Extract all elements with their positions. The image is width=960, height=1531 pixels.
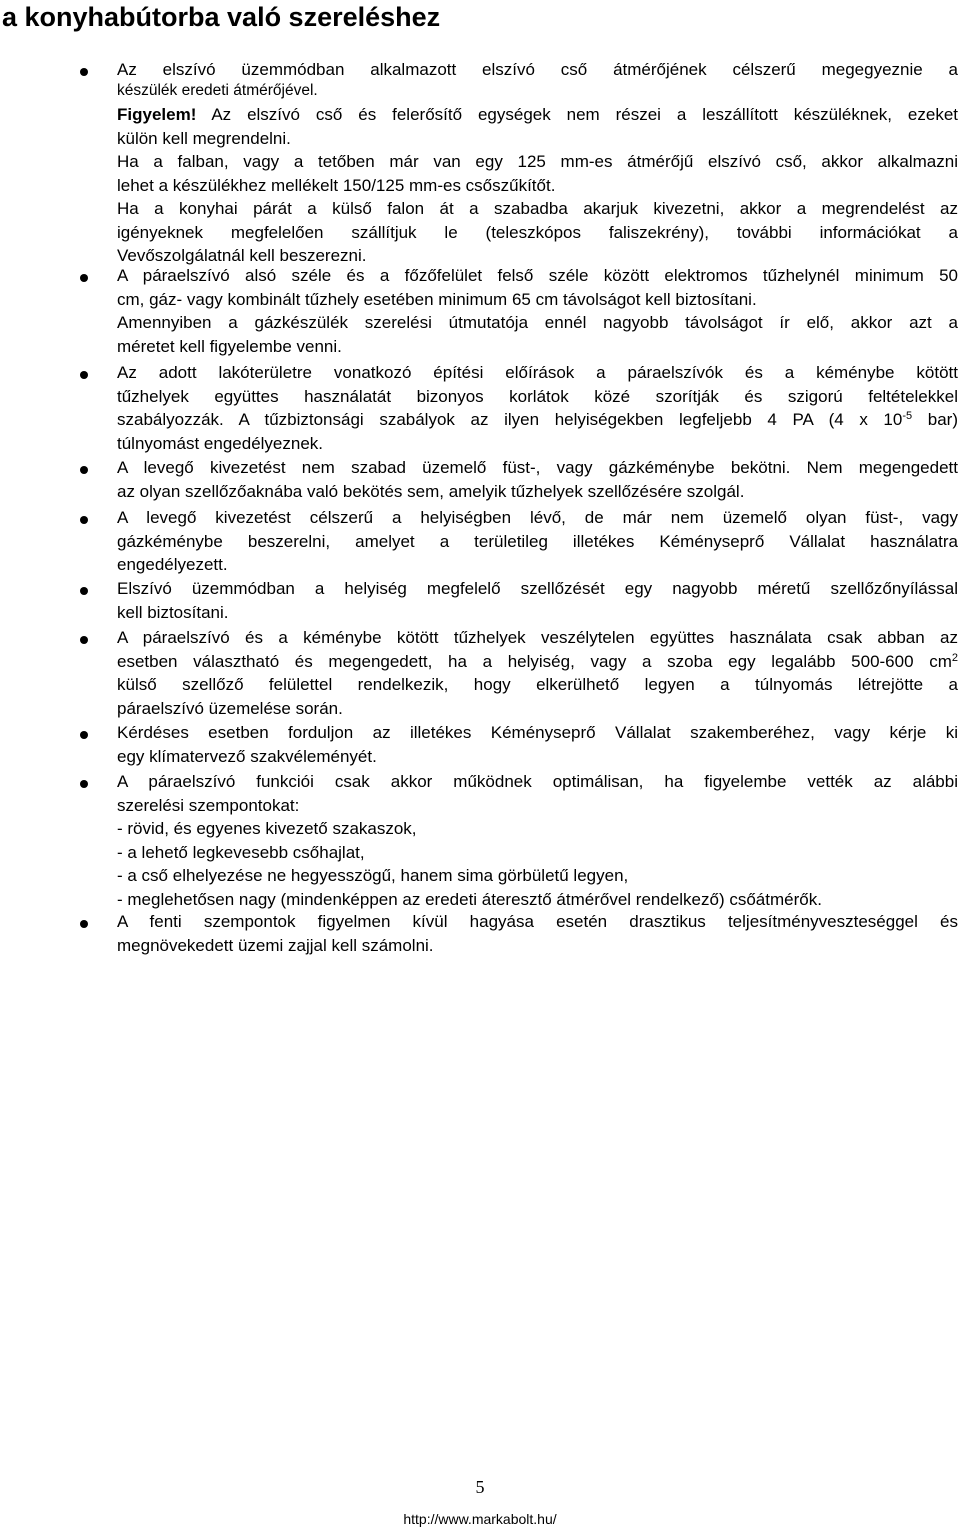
- text-line: páraelszívó üzemelése során.: [117, 698, 343, 718]
- page-number: 5: [475, 1477, 485, 1497]
- text-line: A páraelszívó és a kéménybe kötött tűzhelyek veszélytelen együttes használata csak abban az: [117, 628, 958, 647]
- text-line: Elszívó üzemmódban a helyiség megfelelő szellőzését egy nagyobb méretű szellőzőnyílással: [117, 579, 958, 598]
- text-line: tűzhelyek együttes használatát bizonyos korlátok közé szorítják és szigorú feltételekkel: [117, 386, 958, 406]
- text-line: - a cső elhelyezése ne hegyesszögű, hanem sima görbületű legyen,: [117, 866, 629, 885]
- text-line: - a lehető legkevesebb csőhajlat,: [117, 842, 365, 862]
- bullet-icon: [80, 274, 88, 282]
- page-title: a konyhabútorba való szereléshez: [2, 2, 441, 32]
- text-line: Az elszívó üzemmódban alkalmazott elszívó cső átmérőjének célszerű megegyeznie a: [117, 60, 958, 79]
- text-line: A páraelszívó alsó széle és a főzőfelület felső széle között elektromos tűzhelynél minimum 50: [117, 266, 958, 285]
- superscript: -5: [902, 410, 913, 422]
- text-line: méretet kell figyelembe venni.: [117, 336, 342, 356]
- text-line: túlnyomást engedélyeznek.: [117, 433, 324, 453]
- text-line: Az elszívó cső és felerősítő egységek nem részei a leszállított készüléknek, ezeket: [196, 105, 958, 124]
- text-line: lehet a készülékhez mellékelt 150/125 mm-es csőszűkítőt.: [117, 175, 556, 195]
- text-line: készülék eredeti átmérőjével.: [117, 82, 318, 99]
- bullet-icon: [80, 780, 88, 788]
- text-line: igényeknek megfelelően szállítjuk le (teleszkópos faliszekrény), további információkat a: [117, 222, 958, 242]
- bullet-icon: [80, 731, 88, 739]
- text-line: szabályozzák. A tűzbiztonsági szabályok az ilyen helyiségekben legfeljebb 4 PA (4 x 10: [117, 410, 903, 429]
- bullet-icon: [80, 636, 88, 644]
- bullet-icon: [80, 587, 88, 595]
- text-line: engedélyezett.: [117, 555, 228, 574]
- text-line: megnövekedett üzemi zajjal kell számolni.: [117, 935, 434, 955]
- warning-label: Figyelem!: [117, 105, 197, 124]
- text-line: cm, gáz- vagy kombinált tűzhely esetében minimum 65 cm távolságot kell biztosítani.: [117, 289, 757, 309]
- text-line: Ha a konyhai párát a külső falon át a szabadba akarjuk kivezetni, akkor a megrendelést az: [117, 199, 958, 218]
- text-line: Vevőszolgálatnál kell beszerezni.: [117, 246, 367, 265]
- text-line: A levegő kivezetést célszerű a helyiségben lévő, de már nem üzemelő olyan füst-, vagy: [117, 508, 958, 527]
- superscript: 2: [951, 651, 958, 664]
- text-line: az olyan szellőzőaknába való bekötés sem, amelyik tűzhelyek szellőzésére szolgál.: [117, 481, 745, 501]
- text-line: Kérdéses esetben forduljon az illetékes Kéményseprő Vállalat szakemberéhez, vagy kérje ki: [117, 723, 958, 742]
- text-line: A levegő kivezetést nem szabad üzemelő füst-, vagy gázkéménybe bekötni. Nem megengedett: [117, 458, 958, 477]
- footer-url: http://www.markabolt.hu/: [403, 1511, 557, 1527]
- text-line: Ha a falban, vagy a tetőben már van egy 125 mm-es átmérőjű elszívó cső, akkor alkalmazni: [117, 152, 958, 171]
- bullet-icon: [80, 516, 88, 524]
- text-line: esetben választható és megengedett, ha a helyiség, vagy a szoba egy legalább 500-600 cm: [117, 651, 952, 671]
- text-line: - rövid, és egyenes kivezető szakaszok,: [117, 819, 417, 838]
- text-line: külső szellőző felülettel rendelkezik, hogy elkerülhető legyen a túlnyomás létrejötte a: [117, 675, 958, 694]
- bullet-icon: [80, 68, 88, 76]
- text-line: szerelési szempontokat:: [117, 795, 300, 815]
- bullet-icon: [80, 371, 88, 379]
- text-line: kell biztosítani.: [117, 602, 229, 622]
- text-line: külön kell megrendelni.: [117, 128, 291, 148]
- bullet-icon: [80, 920, 88, 928]
- text-line: gázkéménybe beszerelni, amelyet a területileg illetékes Kéményseprő Vállalat használatra: [117, 531, 958, 551]
- text-line: A fenti szempontok figyelmen kívül hagyása esetén drasztikus teljesítményveszteséggel és: [117, 912, 958, 931]
- text-line: egy klímatervező szakvéleményét.: [117, 746, 377, 766]
- text-line: - meglehetősen nagy (mindenképpen az eredeti áteresztő átmérővel rendelkező) csőátmérők.: [117, 889, 822, 909]
- text-line: bar): [912, 410, 958, 429]
- bullet-icon: [80, 466, 88, 474]
- text-line: Amennyiben a gázkészülék szerelési útmutatója ennél nagyobb távolságot ír elő, akkor azt a: [117, 313, 958, 332]
- text-line: A páraelszívó funkciói csak akkor működnek optimálisan, ha figyelembe vették az alábbi: [117, 772, 958, 791]
- text-line: Az adott lakóterületre vonatkozó építési előírások a páraelszívók és a kéménybe kötött: [117, 363, 958, 382]
